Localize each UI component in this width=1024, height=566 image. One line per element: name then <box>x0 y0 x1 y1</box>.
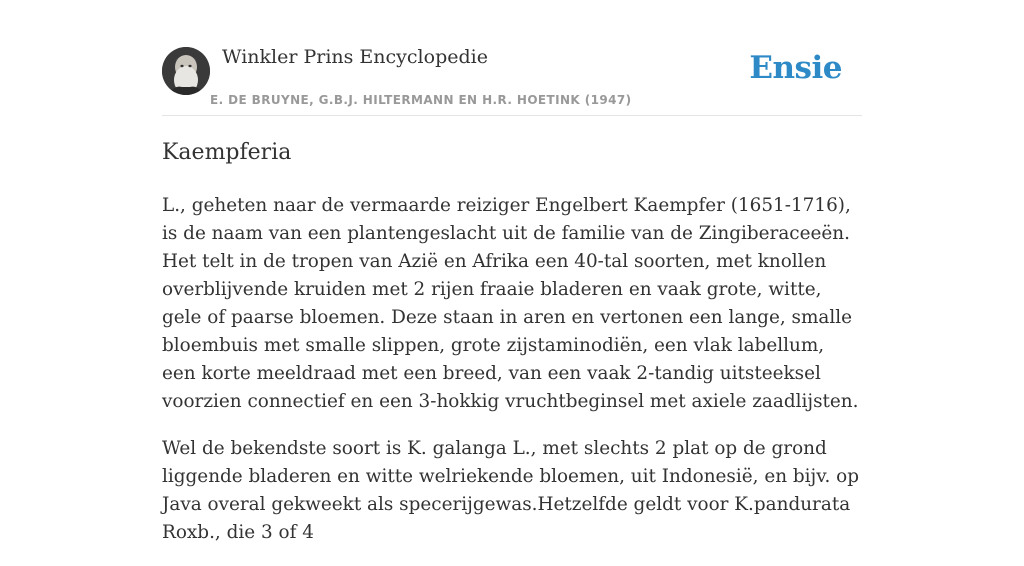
author-avatar[interactable] <box>162 47 210 95</box>
bearded-portrait-icon <box>162 47 210 95</box>
ensie-logo-link[interactable]: Ensie <box>749 50 842 86</box>
authors-byline: E. DE BRUYNE, G.B.J. HILTERMANN EN H.R. HOETINK (1947) <box>210 93 632 107</box>
article-paragraph: Wel de bekendste soort is K. galanga L., met slechts 2 plat op de grond liggende bladeren en witte welriekende bloemen, uit Indonesië, en bijv. op Java overal gekweekt als specerijgewas.Hetzelfde geldt voor K.pandurata Roxb., die 3 of 4 <box>162 438 860 543</box>
article-paragraph: L., geheten naar de vermaarde reiziger Engelbert Kaempfer (1651-1716), is de naam van een plantengeslacht uit de familie van de Zingiberaceeën. Het telt in de tropen van Azië en Afrika een 40-tal soorten, met knollen overblijvende kruiden met 2 rijen fraaie bladeren en vaak grote, witte, gele of paarse bloemen. Deze staan in aren en vertonen een lange, smalle bloembuis met smalle slippen, grote zijstaminodiën, een vlak labellum, een korte meeldraad met een breed, van een vaak 2-tandig uitsteeksel voorzien connectief en een 3-hokkig vruchtbeginsel met axiele zaadlijsten. <box>162 195 859 412</box>
site-header <box>162 0 862 116</box>
page-container <box>162 0 862 543</box>
article-title: Kaempferia <box>162 140 292 165</box>
article-body <box>162 192 862 566</box>
site-title-link[interactable]: Winkler Prins Encyclopedie <box>222 46 488 68</box>
